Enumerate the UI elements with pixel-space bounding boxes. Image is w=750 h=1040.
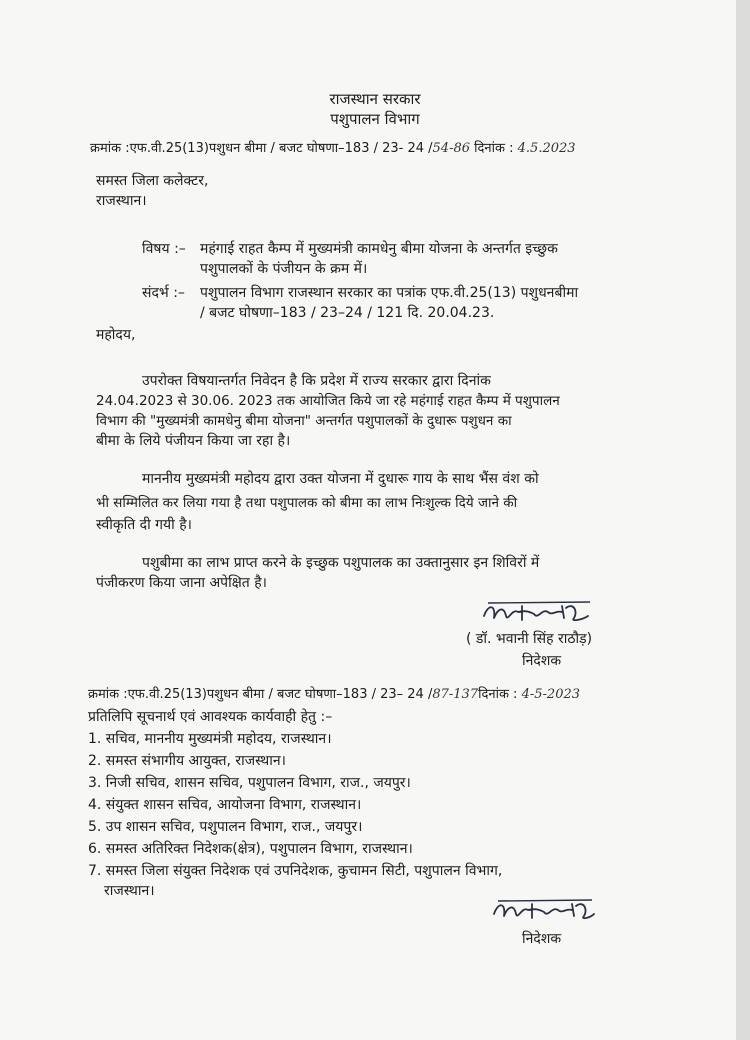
- copy-intro: प्रतिलिपि सूचनार्थ एवं आवश्यक कार्यवाही हेतु :–: [88, 709, 333, 725]
- handwritten-date: 4.5.2023: [517, 141, 576, 156]
- signature-2: [488, 896, 598, 926]
- copy-item-6: 6. समस्त अतिरिक्त निदेशक(क्षेत्र), पशुपालन विभाग, राजस्थान।: [88, 841, 413, 857]
- signatory-title: निदेशक: [522, 653, 562, 669]
- reference-number-line: [90, 140, 576, 158]
- copy-item-2: 2. समस्त संभागीय आयुक्त, राजस्थान।: [88, 753, 286, 769]
- subject-label: विषय :–: [142, 241, 186, 257]
- reference-prefix: क्रमांक :एफ.वी.25(13)पशुधन बीमा / बजट घोषणा–183 / 23- 24 /: [90, 141, 433, 156]
- signature-1: [478, 598, 598, 628]
- body-p3-line-1: पशुबीमा का लाभ प्राप्त करने के इच्छुक पशुपालक का उक्तानुसार इन शिविरों में: [142, 555, 540, 571]
- date-label: दिनांक :: [474, 141, 514, 156]
- subject-line-2: पशुपालकों के पंजीयन के क्रम में।: [200, 261, 368, 277]
- reference-label: संदर्भ :–: [142, 285, 185, 301]
- body-p2-line-3: स्वीकृति दी गयी है।: [96, 517, 192, 533]
- government-heading: राजस्थान सरकार: [329, 90, 421, 108]
- department-heading: पशुपालन विभाग: [330, 110, 420, 128]
- page-edge-shadow: [736, 0, 750, 1040]
- copy-item-1: 1. सचिव, माननीय मुख्यमंत्री महोदय, राजस्थान।: [88, 731, 332, 747]
- subject-line-1: महंगाई राहत कैम्प में मुख्यमंत्री कामधेनु बीमा योजना के अन्तर्गत इच्छुक: [200, 241, 558, 257]
- copy-reference-number-line: [88, 686, 580, 704]
- copy-item-3: 3. निजी सचिव, शासन सचिव, पशुपालन विभाग, राज., जयपुर।: [88, 775, 411, 791]
- body-p1-line-4: बीमा के लिये पंजीयन किया जा रहा है।: [96, 433, 291, 449]
- salutation: महोदय,: [96, 327, 136, 343]
- reference-line-1: पशुपालन विभाग राजस्थान सरकार का पत्रांक एफ.वी.25(13) पशुधनबीमा: [200, 285, 579, 301]
- body-p2-line-1: माननीय मुख्यमंत्री महोदय द्वारा उक्त योजना में दुधारू गाय के साथ भैंस वंश को: [142, 471, 539, 487]
- handwritten-copy-reference-number: 87-137: [432, 687, 479, 702]
- signatory-name: ( डॉ. भवानी सिंह राठौड़): [466, 631, 593, 647]
- addressee-line-1: समस्त जिला कलेक्टर,: [96, 173, 209, 189]
- reference-line-2: / बजट घोषणा–183 / 23–24 / 121 दि. 20.04.23.: [200, 305, 495, 321]
- copy-item-4: 4. संयुक्त शासन सचिव, आयोजना विभाग, राजस्थान।: [88, 797, 362, 813]
- body-p3-line-2: पंजीकरण किया जाना अपेक्षित है।: [96, 575, 267, 591]
- copy-reference-prefix: क्रमांक :एफ.वी.25(13)पशुधन बीमा / बजट घोषणा–183 / 23– 24 /: [88, 687, 433, 702]
- handwritten-reference-number: 54-86: [432, 141, 471, 156]
- body-p1-line-2: 24.04.2023 से 30.06. 2023 तक आयोजित किये जा रहे महंगाई राहत कैम्प में पशुपालन: [96, 393, 560, 409]
- body-p1-line-1: उपरोक्त विषयान्तर्गत निवेदन है कि प्रदेश में राज्य सरकार द्वारा दिनांक: [142, 373, 491, 389]
- addressee-line-2: राजस्थान।: [96, 193, 147, 209]
- copy-item-5: 5. उप शासन सचिव, पशुपालन विभाग, राज., जयपुर।: [88, 819, 363, 835]
- body-p1-line-3: विभाग की "मुख्यमंत्री कामधेनु बीमा योजना" अन्तर्गत पशुपालकों के दुधारू पशुधन का: [96, 413, 512, 429]
- copy-item-7: 7. समस्त जिला संयुक्त निदेशक एवं उपनिदेशक, कुचामन सिटी, पशुपालन विभाग,: [88, 863, 503, 879]
- handwritten-copy-date: 4-5-2023: [521, 687, 581, 702]
- signatory-2-title: निदेशक: [522, 931, 562, 947]
- copy-date-label: दिनांक :: [478, 687, 518, 702]
- copy-item-7-continuation: राजस्थान।: [104, 883, 155, 899]
- body-p2-line-2: भी सम्मिलित कर लिया गया है तथा पशुपालक को बीमा का लाभ निःशुल्क दिये जाने की: [96, 495, 518, 511]
